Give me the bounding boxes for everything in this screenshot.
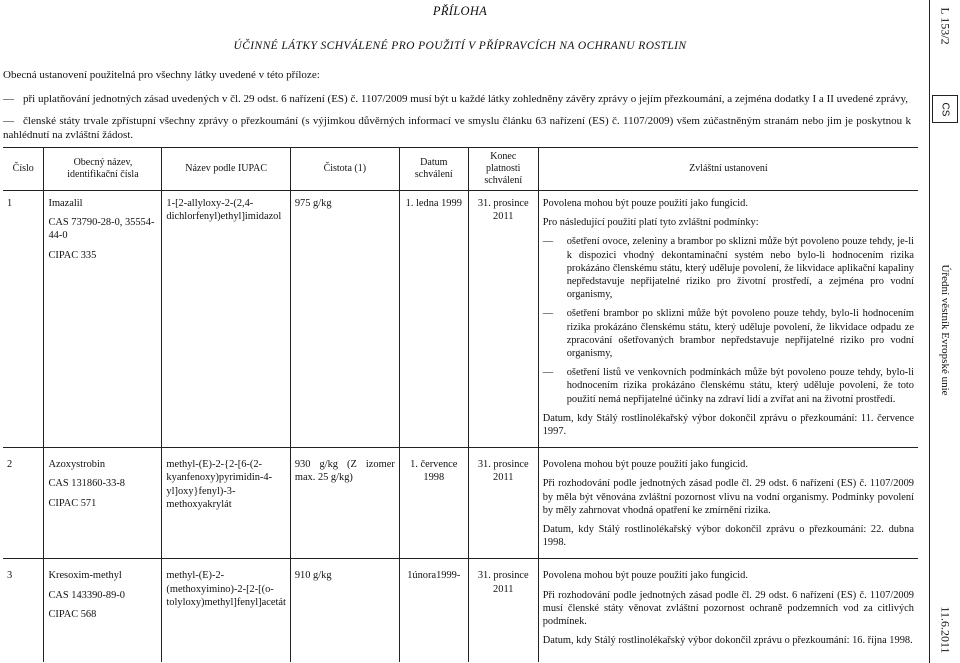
provision-date: Datum, kdy Stálý rostlinolékařský výbor dokončil zprávu o přezkoumání: 16. října 1998. xyxy=(542,635,913,647)
language-box xyxy=(932,95,958,123)
intro-text: Obecná ustanovení použitelná pro všechny látky uvedené v této příloze: xyxy=(3,69,320,81)
header-provisions: Zvláštní ustanovení xyxy=(538,148,918,191)
table-row xyxy=(3,448,918,559)
provision-text: Pro následující použití platí tyto zvláštní podmínky: xyxy=(542,217,759,229)
provision-date: Datum, kdy Stálý rostlinolékařský výbor dokončil zprávu o přezkoumání: 22. dubna 1998. xyxy=(542,524,914,549)
cipac-number: CIPAC 568 xyxy=(48,608,97,620)
cipac-number: CIPAC 571 xyxy=(48,497,97,509)
cell-approval-date: 1. července 1998 xyxy=(399,448,468,559)
cell-common-name xyxy=(44,448,162,559)
intro-bullet-2: — členské státy trvale zpřístupní všechny zprávy o přezkoumání (s výjimkou důvěrných informací ve smyslu článku 63 nařízení (ES) č. 1107/2009) všem zúčastněným stranám nebo jim je poskytnou k nahlédnutí na zvláštní žádost. xyxy=(3,115,911,141)
cell-provisions xyxy=(538,191,918,448)
header-approval-date: Datum schválení xyxy=(399,148,468,191)
provision-text: Při rozhodování podle jednotných zásad podle čl. 29 odst. 6 nařízení (ES) č. 1107/2009 by měla být věnována zvláštní pozornost vlivu na vodní organismy. Podmínky povolení by měly zahrnovat vhodná opatření ke zmírnění rizika. xyxy=(542,478,914,516)
substance-name: Imazalil xyxy=(48,198,83,209)
page-sidebar xyxy=(929,0,960,663)
header-iupac: Název podle IUPAC xyxy=(162,148,290,191)
cell-purity: 910 g/kg xyxy=(290,559,399,663)
cas-number: CAS 143390-89-0 xyxy=(48,589,125,601)
cell-expiry-date: 31. prosince 2011 xyxy=(468,448,538,559)
page-reference: L 153/2 xyxy=(938,7,953,45)
cell-provisions xyxy=(538,448,918,559)
language-code: CS xyxy=(939,102,951,116)
provision-text: Povolena mohou být pouze použití jako fungicid. xyxy=(542,459,748,471)
intro-bullet-2-text: členské státy trvale zpřístupní všechny zprávy o přezkoumání (s výjimkou důvěrných informací ve smyslu článku 63 nařízení (ES) č. 1107/2009) všem zúčastněným stranám nebo jim je poskytnou k nahlédnutí na zvláštní žádost. xyxy=(3,115,911,141)
cell-number: 1 xyxy=(7,198,13,209)
substance-name: Kresoxim-methyl xyxy=(48,570,122,582)
table-row xyxy=(3,191,918,448)
cell-purity: 930 g/kg (Z izomer max. 25 g/kg) xyxy=(290,448,399,559)
intro-bullet-1: — při uplatňování jednotných zásad uvedených v čl. 29 odst. 6 nařízení (ES) č. 1107/2009 musí být u každé látky zohledněny závěry zprávy o jejím přezkoumání, a zejména dodatky I a II uvedené zprávy, xyxy=(3,93,909,105)
cipac-number: CIPAC 335 xyxy=(48,249,97,261)
cell-expiry-date: 31. prosince 2011 xyxy=(468,559,538,663)
substance-name: Azoxystrobin xyxy=(48,459,106,471)
provision-text: Povolena mohou být pouze použití jako fungicid. xyxy=(542,198,748,209)
annex-heading: PŘÍLOHA xyxy=(432,4,488,18)
document-title: ÚČINNÉ LÁTKY SCHVÁLENÉ PRO POUŽITÍ V PŘÍPRAVCÍCH NA OCHRANU ROSTLIN xyxy=(233,40,687,52)
cas-number: CAS 73790-28-0, 35554-44-0 xyxy=(48,217,155,242)
header-purity: Čistota (1) xyxy=(290,148,399,191)
table-row xyxy=(3,559,918,663)
intro-bullet-1-text: při uplatňování jednotných zásad uvedených v čl. 29 odst. 6 nařízení (ES) č. 1107/2009 musí být u každé látky zohledněny závěry zprávy o jejím přezkoumání, a zejména dodatky I a II uvedené zprávy, xyxy=(23,93,909,105)
cell-common-name xyxy=(44,191,162,448)
provision-bullet: — ošetření brambor po sklizni může být povoleno pouze tehdy, bylo-li hodnocením rizika prokázáno členskému státu, který uděluje povolení, že likvidace odpadu ze zpracování ošetřovaných brambor nepředstavuje nepřijatelné riziko pro vodní organismy, xyxy=(543,307,914,360)
cell-approval-date: 1února1999- xyxy=(399,559,468,663)
table-header-row xyxy=(3,148,918,191)
header-common-name: Obecný název, identifikační čísla xyxy=(44,148,162,191)
provision-date: Datum, kdy Stálý rostlinolékařský výbor dokončil zprávu o přezkoumání: 11. července 1997. xyxy=(542,412,914,438)
provision-text: Povolena mohou být pouze použití jako fungicid. xyxy=(542,570,748,582)
cell-purity: 975 g/kg xyxy=(290,191,399,448)
header-number: Číslo xyxy=(3,148,44,191)
cell-common-name xyxy=(44,559,162,663)
provision-text: Při rozhodování podle jednotných zásad podle čl. 29 odst. 6 nařízení (ES) č. 1107/2009 musí členské státy věnovat zvláštní pozornost ochraně podzemních vod za citlivých podmínek. xyxy=(542,589,914,628)
substances-table xyxy=(3,147,918,662)
cell-iupac: 1-[2-allyloxy-2-(2,4-dichlorfenyl)ethyl]imidazol xyxy=(162,191,290,448)
cell-approval-date: 1. ledna 1999 xyxy=(399,191,468,448)
header-expiry-date: Konec platnosti schválení xyxy=(468,148,538,191)
provision-bullet: — ošetření ovoce, zeleniny a brambor po sklizni může být povoleno pouze tehdy, je-li k dispozici vhodný dekontaminační systém nebo bylo-li hodnocením rizika prokázáno členskému státu, který uděluje povolení, že likvidace aplikační kapaliny nepředstavuje nepřijatelné riziko pro životní prostředí, a zejména pro vodní organismy, xyxy=(543,235,914,301)
publication-date: 11.6.2011 xyxy=(938,606,953,654)
cell-provisions xyxy=(538,559,918,663)
cell-iupac: methyl-(E)-2-(methoxyimino)-2-[2-[(o-tolyloxy)methyl]fenyl]acetát xyxy=(162,559,290,663)
provision-bullet: — ošetření listů ve venkovních podmínkách může být povoleno pouze tehdy, bylo-li hodnocením rizika prokázáno členskému státu, který uděluje povolení, že toto použití nemá nepřijatelné účinky na zdraví lidí a zvířat ani na životní prostředí. xyxy=(543,366,914,406)
cell-number: 3 xyxy=(3,559,44,663)
cas-number: CAS 131860-33-8 xyxy=(48,478,125,490)
cell-expiry-date: 31. prosince 2011 xyxy=(468,191,538,448)
journal-name: Úřední věstník Evropské unie xyxy=(939,264,951,396)
cell-iupac: methyl-(E)-2-{2-[6-(2-kyanfenoxy)pyrimidin-4-yl]oxy}fenyl)-3-methoxyakrylát xyxy=(162,448,290,559)
cell-number: 2 xyxy=(3,448,44,559)
